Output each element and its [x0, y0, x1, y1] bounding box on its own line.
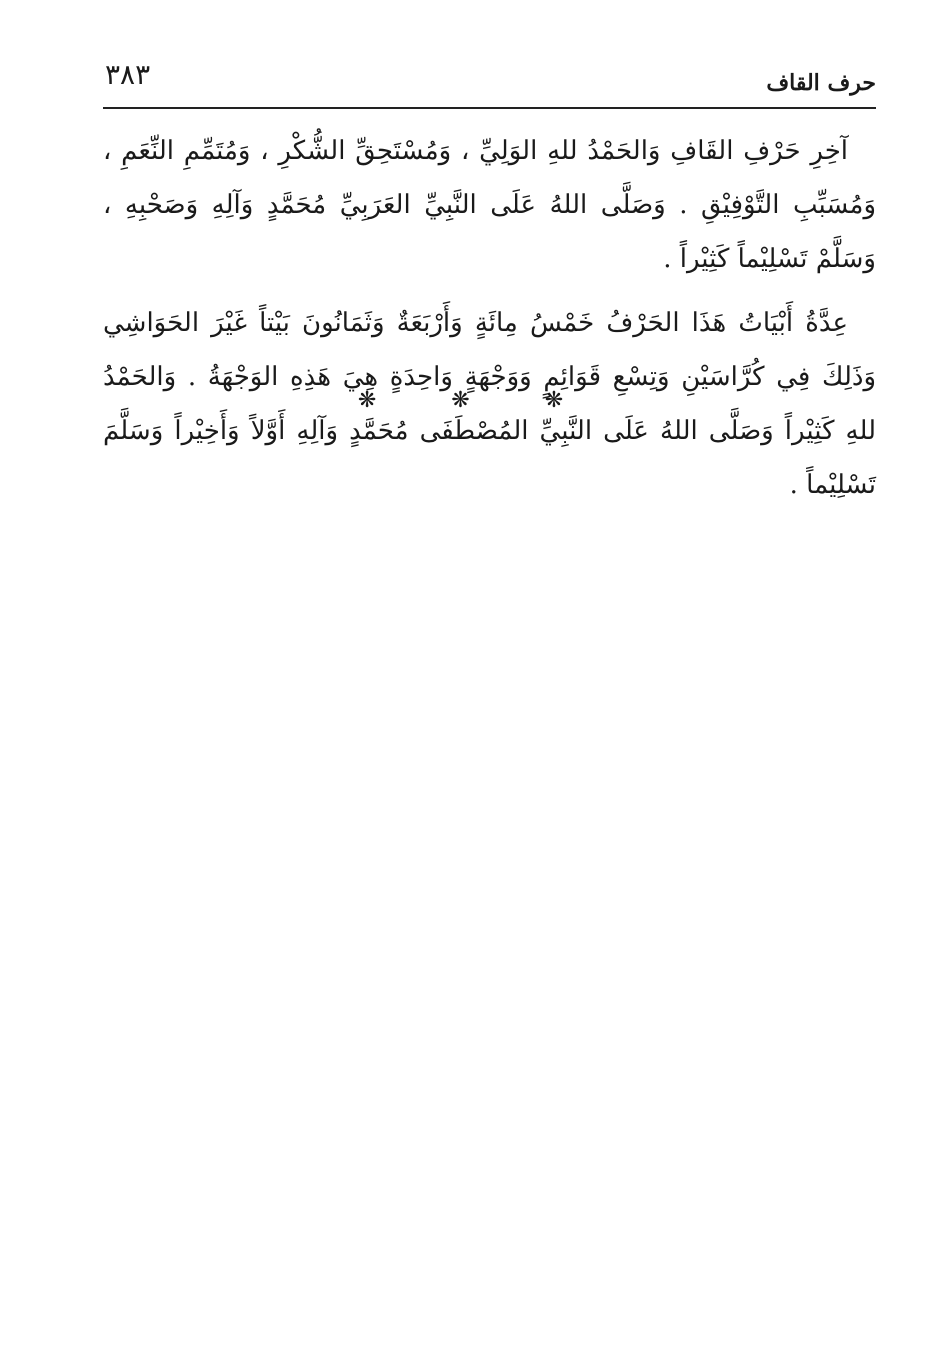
paragraph-verse-count: عِدَّةُ أَبْيَاتُ هَذَا الحَرْفُ خَمْسُ مِائَةٍ وَأَرْبَعَةٌ وَثَمَانُونَ بَيْتاً غَيْرَ الحَوَاشِي وَذَلِكَ فِي كُرَّاسَيْنِ وَتِسْعِ قَوَائِمٍ وَوَجْهَةٍ وَاحِدَةٍ هِيَ هَذِهِ الوَجْهَةُ . وَالحَمْدُ للهِ كَثِيْراً وَصَلَّى اللهُ عَلَى النَّبِيِّ المُصْطَفَى مُحَمَّدٍ وَآلِهِ أَوَّلاً وَأَخِيْراً وَسَلَّمَ تَسْلِيْماً . [103, 308, 876, 500]
asterism-icon: ❋ [451, 388, 492, 413]
running-head: حرف القاف [766, 70, 876, 96]
page-header [103, 58, 876, 104]
asterism-icon: ❋ [357, 388, 399, 413]
asterism-icon: ❋ [544, 388, 586, 413]
section-end-ornament [0, 388, 943, 413]
body-text [103, 124, 876, 522]
header-rule [103, 107, 876, 109]
page-number: ٣٨٣ [105, 58, 151, 91]
paragraph-closing: آخِرِ حَرْفِ القَافِ وَالحَمْدُ للهِ الوَلِيِّ ، وَمُسْتَحِقِّ الشُّكْرِ ، وَمُتَمِّمِ النِّعَمِ ، وَمُسَبِّبِ التَّوْفِيْقِ . وَصَلَّى اللهُ عَلَى النَّبِيِّ العَرَبِيِّ مُحَمَّدٍ وَآلِهِ وَصَحْبِهِ ، وَسَلَّمْ تَسْلِيْماً كَثِيْراً . [103, 136, 876, 274]
